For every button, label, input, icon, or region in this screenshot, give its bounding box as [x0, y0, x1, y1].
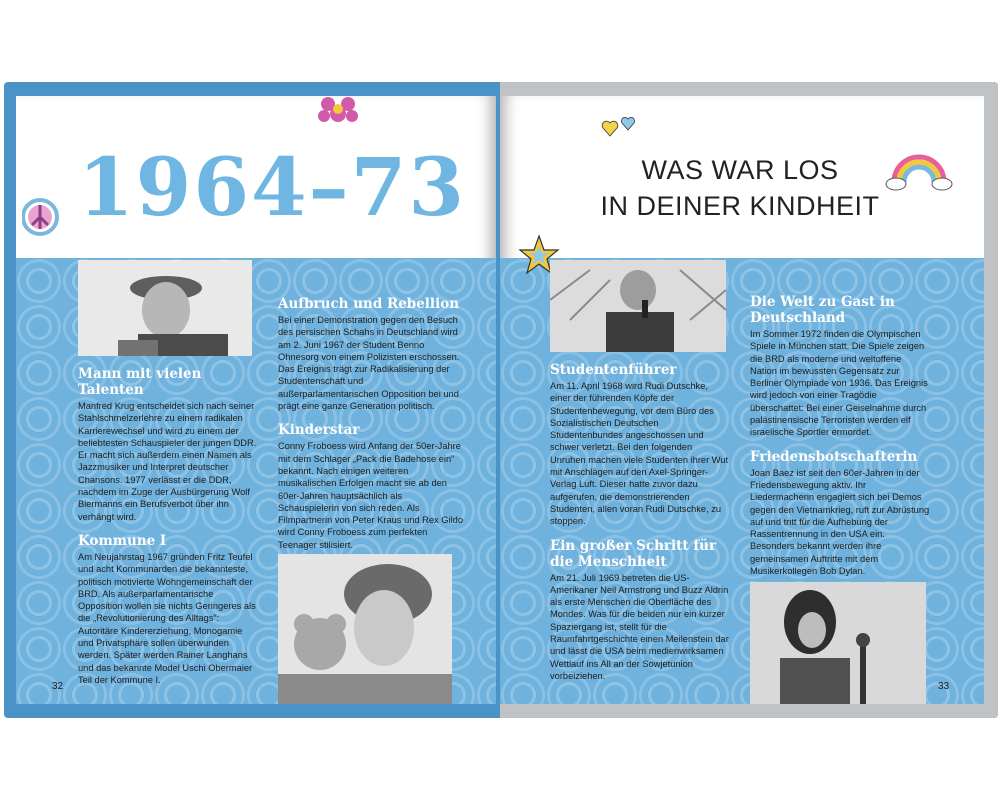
heading-studentenfuehrer: Studentenführer: [550, 362, 677, 378]
flower-icon: [314, 96, 362, 126]
rudi-dutschke-photo: [550, 260, 726, 352]
page-number-right: 33: [938, 681, 950, 692]
text-kommune: Am Neujahrstag 1967 gründen Fritz Teufel und acht Kommunarden die bekannteste, politisch motivierte Wohngemeinschaft der BRD. Als außerparlamentarische Opposition wollen sie nichts Geringeres als die „Revolutionierung des Alltags“: Autoritäre Kindererziehung, Monogamie und Privatsphäre sollen überwunden werden. Später werden Rainer Langhans und das bekannte Model Uschi Obermaier Teil der Kommune I.: [78, 551, 256, 685]
text-aufbruch: Bei einer Demonstration gegen den Besuch des persischen Schahs in Deutschland wird am 2. Juni 1967 der Student Benno Ohnesorg von einem Polizisten erschossen. Das Ereignis trägt zur Radikalisierung der Studentenschaft und außerparlamentarischen Opposition bei und prägt eine ganze Generation politisch.: [278, 315, 460, 412]
text-joan-baez: Joan Baez ist seit den 60er-Jahren in der Friedensbewegung aktiv. Ihr Liedermacherin engagiert sich bei Demos gegen den Vietnamkrieg, ruft zur Abrüstung auf und tritt für die Aufhebung der Rassentrennung in den USA ein. Besonders bekannt werden ihre gemeinsamen Auftritte mit dem Musikerkollegen Bob Dylan.: [750, 467, 930, 577]
text-kinderstar: Conny Froboess wird Anfang der 50er-Jahre mit dem Schlager „Pack die Badehose ein“ bekannt. Nach einigen weiteren musikalischen Erfolgen macht sie ab den 60er-Jahren hauptsächlich als Schauspielerin von sich reden. Als Filmpartnerin von Peter Kraus und Rex Gildo wird Conny Froboess zum perfekten Teenager stilisiert.: [278, 441, 463, 550]
left-page: [16, 96, 496, 704]
rainbow-icon: [884, 144, 954, 192]
left-column-1: [78, 366, 260, 696]
heading-ein-grosser-schritt: Ein großer Schritt für die Menschheit: [550, 537, 717, 570]
right-title: [590, 152, 890, 224]
title-line-1: WAS WAR LOS: [641, 155, 839, 185]
heading-kommune: Kommune I: [78, 532, 167, 549]
conny-froboess-photo: [278, 554, 452, 704]
manfred-krug-photo: [78, 260, 252, 356]
heading-friedensbotschafterin: Friedensbotschafterin: [750, 448, 918, 465]
text-manfred-krug: Manfred Krug entscheidet sich nach seiner Stahlschmelzerlehre zu einem radikalen Karrierewechsel und wird zu einem der beliebtesten Schauspieler der jungen DDR. Er macht sich außerdem einen Namen als Jazzmusiker und Interpret deutscher Chansons. 1977 verlässt er die DDR, nachdem im Zuge der Ausbürgerung Wolf Biermanns ein Berufsverbot über ihn verhängt wird.: [78, 401, 257, 522]
heading-aufbruch-und-rebellion: Aufbruch und Rebellion: [278, 296, 460, 312]
page-number-left: 32: [52, 681, 64, 692]
text-mondlandung: Am 21. Juli 1969 betreten die US-Amerikaner Neil Armstrong und Buzz Aldrin als erste Menschen die Oberfläche des Mondes. Was für die beiden nur ein kurzer Spaziergang ist, stellt für die Raumfahrtgeschichte einen Meilenstein dar und lässt die USA beim medienwirksamen Wettlauf ins All an der Sowjetunion vorbeiziehen.: [550, 572, 729, 681]
hearts-icon: [600, 116, 640, 140]
heading-mann-mit-vielen-talenten: Mann mit vielen Talenten: [78, 366, 202, 398]
heading-kinderstar: Kinderstar: [278, 422, 360, 439]
joan-baez-photo: [750, 582, 926, 704]
right-column-2: [750, 294, 930, 587]
left-column-2: [278, 296, 464, 561]
text-olympia: Im Sommer 1972 finden die Olympischen Spiele in München statt. Die Spiele zeigen die BRD als moderne und weltoffene Nation im bewussten Gegensatz zur Berliner Olympiade von 1936. Das Ereignis wird jedoch von einer Tragödie überschattet: Bei einer Geiselnahme durch palästinensische Terroristen werden elf israelische Sportler ermordet.: [750, 329, 928, 438]
peace-sign-icon: [22, 192, 64, 242]
title-line-2: IN DEINER KINDHEIT: [600, 191, 880, 221]
text-studentenfuehrer: Am 11. April 1968 wird Rudi Dutschke, einer der führenden Köpfe der Studentenbewegung, vor dem Büro des Sozialistischen Deutschen Studentenbundes angeschossen und schwer verletzt. Bei den folgenden Unruhen machen viele Studenten ihrer Wut mit Anschlägen auf den Axel-Springer-Verlag Luft. Dieser hatte zuvor dazu aufgerufen, die demonstrierenden Studenten, allen voran Rudi Dutschke, zu stoppen.: [550, 381, 729, 527]
right-page: [500, 96, 984, 704]
heading-die-welt-zu-gast: Die Welt zu Gast in Deutschland: [750, 294, 895, 326]
years-title: 1964–73: [78, 140, 466, 234]
right-column-1: [550, 362, 730, 692]
